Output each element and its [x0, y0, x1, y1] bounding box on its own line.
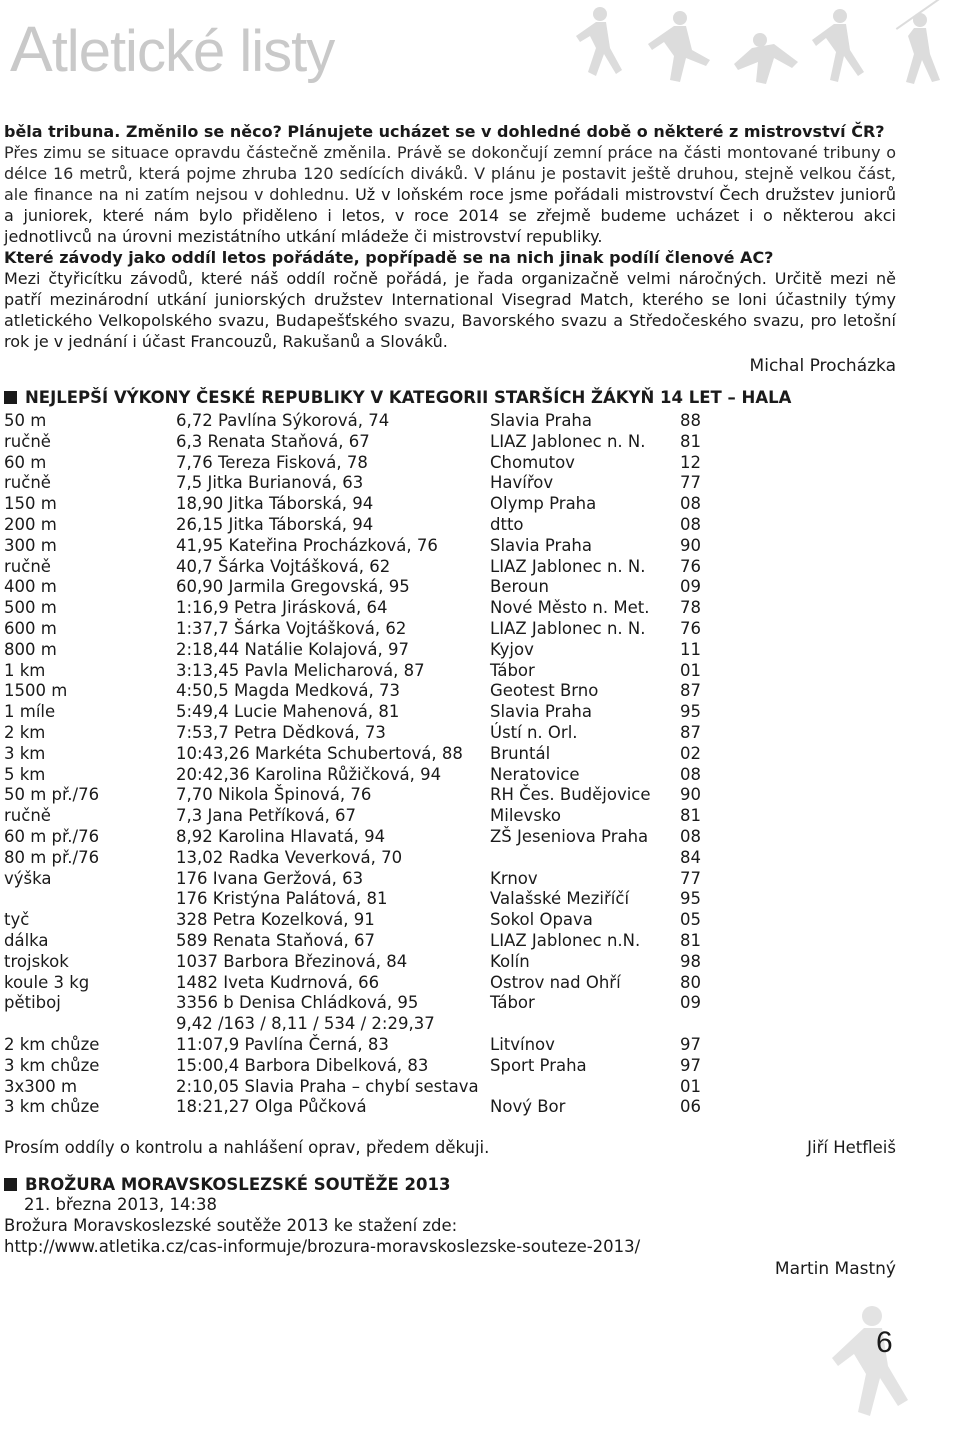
page-header — [0, 0, 960, 100]
table-row — [4, 577, 740, 598]
square-bullet-icon — [4, 391, 17, 404]
record-performance: 15:00,4 Barbora Dibelková, 83 — [176, 1055, 429, 1075]
record-club: Nový Bor — [490, 1097, 566, 1117]
record-performance: 13,02 Radka Veverková, 70 — [176, 847, 403, 867]
table-row — [4, 640, 740, 661]
table-row — [4, 993, 740, 1014]
magazine-title — [10, 12, 334, 86]
record-club: Tábor — [490, 993, 535, 1013]
record-year: 80 — [680, 972, 701, 992]
record-event: koule 3 kg — [4, 972, 90, 992]
record-year: 95 — [680, 702, 701, 722]
record-event: ručně — [4, 806, 51, 826]
table-row — [4, 598, 740, 619]
table-row — [4, 1035, 740, 1056]
record-performance: 4:50,5 Magda Medková, 73 — [176, 681, 400, 701]
record-event: 1500 m — [4, 681, 68, 701]
record-year: 08 — [680, 514, 701, 534]
table-row — [4, 744, 740, 765]
record-event: ručně — [4, 473, 51, 493]
record-performance: 1482 Iveta Kudrnová, 66 — [176, 972, 380, 992]
record-year: 90 — [680, 785, 701, 805]
record-performance: 20:42,36 Karolina Růžičková, 94 — [176, 764, 442, 784]
record-club: Nové Město n. Met. — [490, 598, 650, 618]
record-year: 01 — [680, 1076, 701, 1096]
record-event: 400 m — [4, 577, 57, 597]
record-club: Ostrov nad Ohří — [490, 972, 621, 992]
record-performance: 3356 b Denisa Chládková, 95 — [176, 993, 419, 1013]
record-performance: 26,15 Jitka Táborská, 94 — [176, 514, 374, 534]
record-event: ručně — [4, 431, 51, 451]
record-club: LIAZ Jablonec n. N. — [490, 431, 646, 451]
record-event: 50 m — [4, 411, 47, 430]
record-performance: 2:18,44 Natálie Kolajová, 97 — [176, 639, 409, 659]
table-row — [4, 661, 740, 682]
record-year: 87 — [680, 681, 701, 701]
table-row — [4, 952, 740, 973]
record-event: 3 km — [4, 743, 46, 763]
record-performance: 9,42 /163 / 8,11 / 534 / 2:29,37 — [176, 1014, 435, 1034]
record-club: LIAZ Jablonec n. N. — [490, 618, 646, 638]
record-year: 05 — [680, 910, 701, 930]
table-row — [4, 536, 740, 557]
record-club: Krnov — [490, 868, 538, 888]
record-event — [4, 889, 176, 910]
record-performance: 41,95 Kateřina Procházková, 76 — [176, 535, 438, 555]
article-author: Michal Procházka — [749, 356, 896, 376]
record-year — [680, 1014, 740, 1035]
brochure-text: Brožura Moravskoslezské soutěže 2013 ke stažení zde: — [4, 1216, 458, 1236]
table-row — [4, 453, 740, 474]
record-event: 1 km — [4, 660, 46, 680]
record-year: 12 — [680, 452, 701, 472]
page-content — [4, 121, 896, 1279]
records-table — [4, 411, 740, 1118]
record-performance: 40,7 Šárka Vojtášková, 62 — [176, 556, 391, 576]
interview-question-1: běla tribuna. Změnilo se něco? Plánujete ucházet se v dohledné době o některé z mistrovství ČR? — [4, 122, 885, 141]
record-club: Valašské Meziříčí — [490, 889, 630, 909]
record-club: LIAZ Jablonec n. N. — [490, 556, 646, 576]
record-performance: 5:49,4 Lucie Mahenová, 81 — [176, 702, 400, 722]
record-year: 01 — [680, 660, 701, 680]
record-performance: 2:10,05 Slavia Praha – chybí sestava — [176, 1076, 479, 1096]
record-performance: 3:13,45 Pavla Melicharová, 87 — [176, 660, 425, 680]
record-performance: 8,92 Karolina Hlavatá, 94 — [176, 826, 386, 846]
record-club: Kyjov — [490, 639, 534, 659]
table-row — [4, 869, 740, 890]
record-performance: 328 Petra Kozelková, 91 — [176, 910, 375, 930]
record-year: 78 — [680, 598, 701, 618]
record-year: 09 — [680, 577, 701, 597]
record-year: 09 — [680, 993, 701, 1013]
record-year: 98 — [680, 951, 701, 971]
table-row — [4, 473, 740, 494]
table-row — [4, 681, 740, 702]
table-row — [4, 765, 740, 786]
record-club — [490, 848, 680, 869]
record-performance: 176 Kristýna Palátová, 81 — [176, 889, 388, 909]
record-year: 81 — [680, 930, 701, 950]
record-year: 11 — [680, 639, 701, 659]
table-row — [4, 806, 740, 827]
record-performance: 589 Renata Staňová, 67 — [176, 930, 375, 950]
record-club: LIAZ Jablonec n.N. — [490, 930, 641, 950]
record-club: Slavia Praha — [490, 702, 592, 722]
record-performance: 6,72 Pavlína Sýkorová, 74 — [176, 411, 390, 430]
record-club: Geotest Brno — [490, 681, 599, 701]
record-event: 80 m př./76 — [4, 847, 100, 867]
record-performance: 1:16,9 Petra Jirásková, 64 — [176, 598, 388, 618]
record-performance: 60,90 Jarmila Gregovská, 95 — [176, 577, 410, 597]
record-club: Kolín — [490, 951, 530, 971]
record-event: 50 m př./76 — [4, 785, 100, 805]
record-club: Slavia Praha — [490, 411, 592, 430]
record-year: 90 — [680, 535, 701, 555]
record-club: ZŠ Jeseniova Praha — [490, 826, 649, 846]
record-performance: 7,70 Nikola Špinová, 76 — [176, 785, 372, 805]
record-event: 150 m — [4, 494, 57, 514]
record-club — [490, 1077, 680, 1098]
record-event: 3x300 m — [4, 1076, 78, 1096]
table-row — [4, 931, 740, 952]
record-club: RH Čes. Budějovice — [490, 785, 651, 805]
record-club: Neratovice — [490, 764, 580, 784]
record-event: ručně — [4, 556, 51, 576]
brochure-heading: BROŽURA MORAVSKOSLEZSKÉ SOUTĚŽE 2013 — [4, 1175, 896, 1194]
table-row — [4, 785, 740, 806]
record-performance: 6,3 Renata Staňová, 67 — [176, 431, 370, 451]
record-year: 02 — [680, 743, 701, 763]
record-club: Olymp Praha — [490, 494, 597, 514]
record-year: 81 — [680, 806, 701, 826]
record-year: 81 — [680, 431, 701, 451]
athletes-silhouette-decoration — [560, 0, 960, 100]
table-row — [4, 827, 740, 848]
record-year: 08 — [680, 764, 701, 784]
record-event: 2 km — [4, 722, 46, 742]
record-event: 60 m — [4, 452, 47, 472]
table-row — [4, 1056, 740, 1077]
record-club: Slavia Praha — [490, 535, 592, 555]
record-performance: 1037 Barbora Březinová, 84 — [176, 951, 408, 971]
record-club: Havířov — [490, 473, 554, 493]
record-club: Tábor — [490, 660, 535, 680]
record-event: 600 m — [4, 618, 57, 638]
record-event: 60 m př./76 — [4, 826, 100, 846]
record-performance: 11:07,9 Pavlína Černá, 83 — [176, 1034, 389, 1054]
table-row — [4, 973, 740, 994]
record-year: 87 — [680, 722, 701, 742]
page-number: 6 — [876, 1326, 893, 1359]
table-row — [4, 723, 740, 744]
interview-answer-1: Přes zimu se situace opravdu částečně změnila. Právě se dokončují zemní práce na části montované tribuny o délce 16 metrů, která pojme zhruba 120 sedících diváků. V plánu je postavit ještě druhou, stejně velkou část, ale finance na ni zatím nejsou v dohlednu. Už v loňském roce jsme pořádali mistrovství Čech družstev juniorů a juniorek, které nám bylo přiděleno i letos, v roce 2014 se zřejmě budeme ucházet i o některou akci jednotlivců na úrovni mezistátního utkání mládeže či mistrovství republiky. — [4, 143, 896, 246]
table-row — [4, 702, 740, 723]
record-year: 95 — [680, 889, 701, 909]
records-author: Jiří Hetfleiš — [807, 1138, 896, 1158]
table-row — [4, 619, 740, 640]
record-club: Beroun — [490, 577, 549, 597]
record-event: dálka — [4, 930, 49, 950]
record-event: výška — [4, 868, 52, 888]
record-event: tyč — [4, 910, 30, 930]
record-year: 06 — [680, 1097, 701, 1117]
record-event: 3 km chůze — [4, 1055, 100, 1075]
record-club: Bruntál — [490, 743, 551, 763]
record-club: Litvínov — [490, 1034, 555, 1054]
brochure-author: Martin Mastný — [774, 1259, 896, 1280]
record-performance: 18:21,27 Olga Půčková — [176, 1097, 367, 1117]
record-year: 77 — [680, 473, 701, 493]
record-event: 1 míle — [4, 702, 56, 722]
runner-silhouette-decoration — [820, 1300, 920, 1440]
record-year: 97 — [680, 1034, 701, 1054]
record-year: 76 — [680, 556, 701, 576]
record-year: 97 — [680, 1055, 701, 1075]
record-performance: 7,76 Tereza Fisková, 78 — [176, 452, 368, 472]
table-row — [4, 1077, 740, 1098]
table-row — [4, 494, 740, 515]
record-performance: 7,5 Jitka Burianová, 63 — [176, 473, 364, 493]
record-event: 3 km chůze — [4, 1097, 100, 1117]
table-row — [4, 910, 740, 931]
record-year: 84 — [680, 847, 701, 867]
records-note: Prosím oddíly o kontrolu a nahlášení oprav, předem děkuji. — [4, 1138, 490, 1158]
record-performance: 1:37,7 Šárka Vojtášková, 62 — [176, 618, 407, 638]
record-event: 5 km — [4, 764, 46, 784]
record-club: Ústí n. Orl. — [490, 722, 578, 742]
record-event: 300 m — [4, 535, 57, 555]
table-row — [4, 1097, 740, 1118]
record-year: 88 — [680, 411, 701, 430]
record-year: 08 — [680, 494, 701, 514]
record-event: 500 m — [4, 598, 57, 618]
table-row — [4, 515, 740, 536]
table-row — [4, 889, 740, 910]
record-event: pětiboj — [4, 993, 61, 1013]
record-event: trojskok — [4, 951, 69, 971]
title-initial: A — [10, 13, 52, 85]
record-club: Sport Praha — [490, 1055, 587, 1075]
record-performance: 176 Ivana Geržová, 63 — [176, 868, 364, 888]
record-club: Milevsko — [490, 806, 561, 826]
table-row — [4, 432, 740, 453]
record-event: 800 m — [4, 639, 57, 659]
record-club — [490, 1014, 680, 1035]
brochure-link[interactable]: http://www.atletika.cz/cas-informuje/brozura-moravskoslezske-souteze-2013/ — [4, 1237, 641, 1257]
record-event — [4, 1014, 176, 1035]
record-performance: 7,3 Jana Petříková, 67 — [176, 806, 357, 826]
record-club: dtto — [490, 514, 524, 534]
brochure-date: 21. března 2013, 14:38 — [24, 1195, 218, 1215]
record-year: 76 — [680, 618, 701, 638]
record-club: Sokol Opava — [490, 910, 593, 930]
interview-question-2: Které závody jako oddíl letos pořádáte, popřípadě se na nich jinak podílí členové AC? — [4, 248, 774, 267]
record-club: Chomutov — [490, 452, 575, 472]
square-bullet-icon — [4, 1178, 17, 1191]
table-row — [4, 411, 740, 432]
record-performance: 10:43,26 Markéta Schubertová, 88 — [176, 743, 463, 763]
records-footer — [4, 1138, 896, 1157]
table-row — [4, 1014, 740, 1035]
record-event: 2 km chůze — [4, 1034, 100, 1054]
table-row — [4, 557, 740, 578]
record-year: 77 — [680, 868, 701, 888]
title-rest: tletické listy — [51, 19, 335, 84]
table-row — [4, 848, 740, 869]
record-year: 08 — [680, 826, 701, 846]
records-heading: NEJLEPŠÍ VÝKONY ČESKÉ REPUBLIKY V KATEGORII STARŠÍCH ŽÁKYŇ 14 LET – HALA — [4, 388, 896, 407]
record-event: 200 m — [4, 514, 57, 534]
record-performance: 7:53,7 Petra Dědková, 73 — [176, 722, 386, 742]
interview-answer-2: Mezi čtyřicítku závodů, které náš oddíl ročně pořádá, je řada organizačně velmi náročných. Určitě mezi ně patří mezinárodní utkání juniorských družstev International Visegrad Match, kterého se loni účastnily týmy atletického Velkopolského svazu, Budapešťského svazu, Bavorského svazu a Středočeského svazu, pro letošní rok je v jednání i účast Francouzů, Rakušanů a Slováků. — [4, 269, 896, 351]
record-performance: 18,90 Jitka Táborská, 94 — [176, 494, 374, 514]
